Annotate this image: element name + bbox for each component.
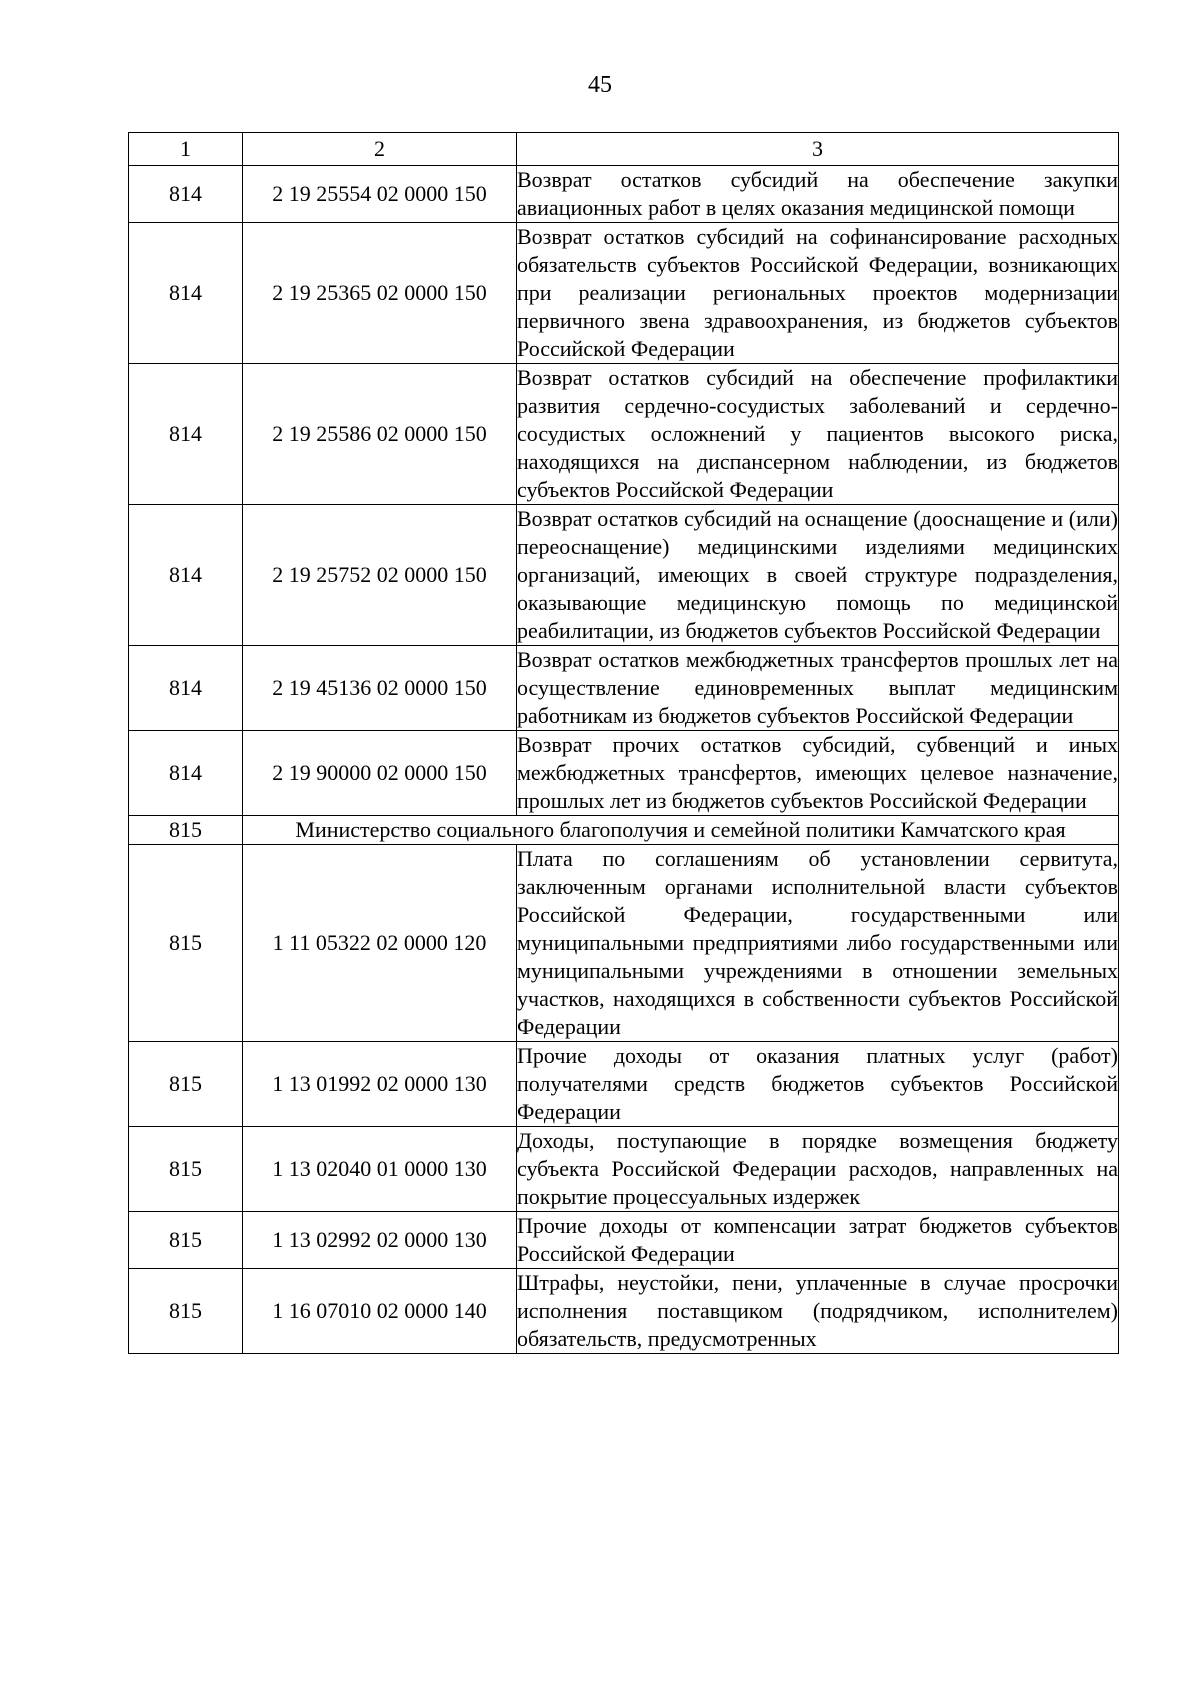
admin-code: 814 (129, 166, 243, 223)
table-row (129, 1042, 1119, 1127)
admin-code: 814 (129, 646, 243, 731)
table-row (129, 505, 1119, 646)
table-row (129, 166, 1119, 223)
revenue-code: 1 16 07010 02 0000 140 (243, 1269, 517, 1354)
table-row (129, 1127, 1119, 1212)
revenue-description: Возврат остатков субсидий на софинансирование расходных обязательств субъектов Российской Федерации, возникающих при реализации региональных проектов модернизации первичного звена здравоохранения, из бюджетов субъектов Российской Федерации (517, 223, 1119, 364)
revenue-description: Прочие доходы от компенсации затрат бюджетов субъектов Российской Федерации (517, 1212, 1119, 1269)
table-row (129, 845, 1119, 1042)
admin-code: 815 (129, 1269, 243, 1354)
table-row (129, 731, 1119, 816)
revenue-description: Доходы, поступающие в порядке возмещения бюджету субъекта Российской Федерации расходов, направленных на покрытие процессуальных издержек (517, 1127, 1119, 1212)
column-header-3: 3 (517, 133, 1119, 166)
revenue-code: 2 19 25752 02 0000 150 (243, 505, 517, 646)
admin-code: 815 (129, 845, 243, 1042)
revenue-code: 1 13 02040 01 0000 130 (243, 1127, 517, 1212)
revenue-description: Возврат прочих остатков субсидий, субвенций и иных межбюджетных трансфертов, имеющих целевое назначение, прошлых лет из бюджетов субъектов Российской Федерации (517, 731, 1119, 816)
admin-code: 815 (129, 1212, 243, 1269)
section-row (129, 816, 1119, 845)
admin-code: 814 (129, 223, 243, 364)
revenue-code: 2 19 25554 02 0000 150 (243, 166, 517, 223)
page-number: 45 (588, 72, 612, 98)
table-row (129, 1212, 1119, 1269)
revenue-codes-table (128, 132, 1119, 1354)
section-title: Министерство социального благополучия и семейной политики Камчатского края (243, 816, 1119, 845)
section-admin-code: 815 (129, 816, 243, 845)
revenue-code: 1 11 05322 02 0000 120 (243, 845, 517, 1042)
revenue-description: Прочие доходы от оказания платных услуг (работ) получателями средств бюджетов субъектов Российской Федерации (517, 1042, 1119, 1127)
revenue-description: Возврат остатков субсидий на обеспечение профилактики развития сердечно-сосудистых заболеваний и сердечно-сосудистых осложнений у пациентов высокого риска, находящихся на диспансерном наблюдении, из бюджетов субъектов Российской Федерации (517, 364, 1119, 505)
table-row (129, 223, 1119, 364)
revenue-code: 1 13 02992 02 0000 130 (243, 1212, 517, 1269)
admin-code: 814 (129, 731, 243, 816)
table-row (129, 364, 1119, 505)
revenue-code: 2 19 90000 02 0000 150 (243, 731, 517, 816)
table-header-row (129, 133, 1119, 166)
revenue-description: Штрафы, неустойки, пени, уплаченные в случае просрочки исполнения поставщиком (подрядчиком, исполнителем) обязательств, предусмотренных (517, 1269, 1119, 1354)
admin-code: 815 (129, 1127, 243, 1212)
revenue-description: Возврат остатков межбюджетных трансфертов прошлых лет на осуществление единовременных выплат медицинским работникам из бюджетов субъектов Российской Федерации (517, 646, 1119, 731)
revenue-description: Возврат остатков субсидий на обеспечение закупки авиационных работ в целях оказания медицинской помощи (517, 166, 1119, 223)
admin-code: 815 (129, 1042, 243, 1127)
revenue-code: 1 13 01992 02 0000 130 (243, 1042, 517, 1127)
revenue-code: 2 19 25365 02 0000 150 (243, 223, 517, 364)
revenue-description: Плата по соглашениям об установлении сервитута, заключенным органами исполнительной власти субъектов Российской Федерации, государственными или муниципальными предприятиями либо государственными или муниципальными учреждениями в отношении земельных участков, находящихся в собственности субъектов Российской Федерации (517, 845, 1119, 1042)
table-row (129, 646, 1119, 731)
column-header-2: 2 (243, 133, 517, 166)
revenue-description: Возврат остатков субсидий на оснащение (дооснащение и (или) переоснащение) медицинскими изделиями медицинских организаций, имеющих в своей структуре подразделения, оказывающие медицинскую помощь по медицинской реабилитации, из бюджетов субъектов Российской Федерации (517, 505, 1119, 646)
revenue-code: 2 19 25586 02 0000 150 (243, 364, 517, 505)
column-header-1: 1 (129, 133, 243, 166)
table-row (129, 1269, 1119, 1354)
admin-code: 814 (129, 364, 243, 505)
admin-code: 814 (129, 505, 243, 646)
revenue-code: 2 19 45136 02 0000 150 (243, 646, 517, 731)
